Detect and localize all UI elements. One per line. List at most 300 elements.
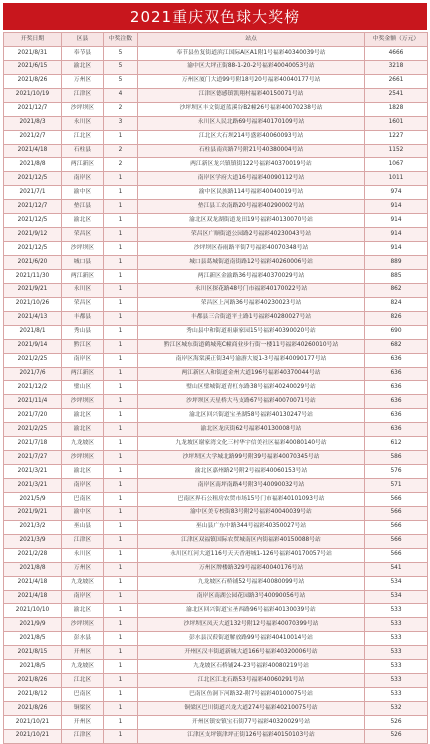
cell-site: 渝北区回兴街道宝圣西路96号福彩40130039号站 — [138, 604, 365, 618]
cell-amount: 914 — [365, 242, 428, 256]
cell-date: 2021/4/18 — [4, 590, 62, 604]
cell-amount: 636 — [365, 353, 428, 367]
cell-site: 渝中区民族路114号福彩40040019号站 — [138, 186, 365, 200]
cell-district: 两江新区 — [62, 367, 104, 381]
cell-site: 两江新区金渝路36号福彩40370029号站 — [138, 269, 365, 283]
cell-site: 渝北区龙庆街62号福彩40130008号站 — [138, 423, 365, 437]
cell-site: 开州区镇安镇宝石街77号福彩40320029号站 — [138, 715, 365, 729]
cell-winners: 1 — [104, 367, 138, 381]
cell-amount: 1601 — [365, 116, 428, 130]
cell-date: 2021/2/25 — [4, 423, 62, 437]
table-row — [4, 256, 428, 270]
table-row — [4, 548, 428, 562]
cell-winners: 1 — [104, 548, 138, 562]
cell-winners: 1 — [104, 492, 138, 506]
cell-amount: 636 — [365, 409, 428, 423]
table-row — [4, 297, 428, 311]
cell-district: 万州区 — [62, 562, 104, 576]
column-header-district: 区县 — [62, 33, 104, 47]
table-header — [4, 33, 428, 47]
cell-site: 永川区探花路48号门市福彩40170022号站 — [138, 283, 365, 297]
cell-date: 2021/10/21 — [4, 715, 62, 729]
table-row — [4, 144, 428, 158]
cell-amount: 1828 — [365, 102, 428, 116]
cell-site: 秀山县中和街道祖康家园15号福彩40390020号站 — [138, 325, 365, 339]
table-row — [4, 102, 428, 116]
cell-district: 永川区 — [62, 116, 104, 130]
cell-site: 丰都县三合街道平土路1号福彩40280027号站 — [138, 311, 365, 325]
cell-winners: 1 — [104, 506, 138, 520]
cell-amount: 636 — [365, 367, 428, 381]
column-header-site: 站点 — [138, 33, 365, 47]
cell-amount: 571 — [365, 479, 428, 493]
cell-winners: 1 — [104, 674, 138, 688]
cell-date: 2021/12/2 — [4, 381, 62, 395]
cell-date: 2021/2/28 — [4, 548, 62, 562]
cell-district: 江津区 — [62, 534, 104, 548]
cell-district: 秀山县 — [62, 325, 104, 339]
table-row — [4, 729, 428, 743]
cell-amount: 566 — [365, 492, 428, 506]
cell-winners: 1 — [104, 437, 138, 451]
cell-date: 2021/11/4 — [4, 395, 62, 409]
cell-date: 2021/2/25 — [4, 353, 62, 367]
table-body — [4, 46, 428, 743]
cell-date: 2021/8/8 — [4, 562, 62, 576]
cell-district: 石柱县 — [62, 144, 104, 158]
cell-date: 2021/8/26 — [4, 702, 62, 716]
cell-winners: 1 — [104, 283, 138, 297]
cell-site: 开州区汉丰街道新城大道166号福彩40320006号站 — [138, 646, 365, 660]
cell-site: 江津区支坪镇津坪正街126号福彩40150103号站 — [138, 729, 365, 743]
cell-date: 2021/9/12 — [4, 228, 62, 242]
cell-district: 南岸区 — [62, 172, 104, 186]
cell-site: 渝北区回兴街道宝圣湖58号福彩40130247号站 — [138, 409, 365, 423]
cell-site: 渝北区嘉州路2号附2号福彩40060153号站 — [138, 465, 365, 479]
cell-date: 2021/9/21 — [4, 283, 62, 297]
cell-date: 2021/12/5 — [4, 242, 62, 256]
cell-district: 江北区 — [62, 674, 104, 688]
cell-amount: 889 — [365, 256, 428, 270]
cell-site: 渝北区双龙湖街道龙田19号福彩40130070号站 — [138, 214, 365, 228]
cell-date: 2021/8/26 — [4, 674, 62, 688]
table-row — [4, 200, 428, 214]
cell-district: 南岸区 — [62, 353, 104, 367]
table-row — [4, 520, 428, 534]
cell-date: 2021/8/5 — [4, 660, 62, 674]
cell-date: 2021/10/19 — [4, 88, 62, 102]
cell-site: 彭水县汉葭街道解放路99号福彩40410014号站 — [138, 632, 365, 646]
cell-date: 2021/8/15 — [4, 646, 62, 660]
cell-district: 沙坪坝区 — [62, 618, 104, 632]
cell-date: 2021/9/14 — [4, 339, 62, 353]
cell-amount: 885 — [365, 269, 428, 283]
cell-date: 2021/11/30 — [4, 269, 62, 283]
table-row — [4, 242, 428, 256]
cell-amount: 4666 — [365, 46, 428, 60]
cell-site: 沙坪坝区凤天大道132号附12号福彩40070399号站 — [138, 618, 365, 632]
cell-site: 万州区牌楼路329号福彩40040176号站 — [138, 562, 365, 576]
cell-district: 永川区 — [62, 548, 104, 562]
cell-amount: 1067 — [365, 158, 428, 172]
cell-amount: 526 — [365, 715, 428, 729]
table-row — [4, 186, 428, 200]
cell-district: 九龙坡区 — [62, 437, 104, 451]
cell-site: 南岸区学府大道16号福彩40090112号站 — [138, 172, 365, 186]
table-row — [4, 660, 428, 674]
cell-district: 渝北区 — [62, 60, 104, 74]
cell-winners: 1 — [104, 130, 138, 144]
cell-site: 九龙坡区石桥铺24-23号福彩40080219号站 — [138, 660, 365, 674]
table-row — [4, 116, 428, 130]
cell-date: 2021/12/7 — [4, 102, 62, 116]
jackpot-table — [3, 32, 428, 744]
table-row — [4, 130, 428, 144]
cell-date: 2021/12/5 — [4, 214, 62, 228]
cell-district: 渝北区 — [62, 604, 104, 618]
cell-winners: 1 — [104, 311, 138, 325]
cell-site: 沙坪坝区天星桥大马支路67号福彩40070071号站 — [138, 395, 365, 409]
cell-amount: 533 — [365, 660, 428, 674]
table-row — [4, 339, 428, 353]
cell-date: 2021/10/21 — [4, 729, 62, 743]
cell-amount: 534 — [365, 576, 428, 590]
cell-amount: 541 — [365, 562, 428, 576]
cell-winners: 1 — [104, 200, 138, 214]
cell-district: 永川区 — [62, 283, 104, 297]
cell-amount: 636 — [365, 423, 428, 437]
cell-date: 2021/9/21 — [4, 506, 62, 520]
cell-site: 石柱县南宾路7号附21号40380004号站 — [138, 144, 365, 158]
table-row — [4, 506, 428, 520]
cell-district: 巫山县 — [62, 520, 104, 534]
cell-date: 2021/5/9 — [4, 492, 62, 506]
cell-amount: 586 — [365, 451, 428, 465]
column-header-amount: 中奖金额（万元） — [365, 33, 428, 47]
cell-winners: 1 — [104, 214, 138, 228]
cell-winners: 1 — [104, 339, 138, 353]
column-header-winners: 中奖注数 — [104, 33, 138, 47]
cell-date: 2021/7/27 — [4, 451, 62, 465]
cell-site: 南岸区南坪南路4号附3号40090032号站 — [138, 479, 365, 493]
cell-winners: 1 — [104, 534, 138, 548]
cell-site: 南岸区南湖公园花园路3号40090056号站 — [138, 590, 365, 604]
cell-site: 两江新区龙兴镇镇街122号福彩40370019号站 — [138, 158, 365, 172]
table-row — [4, 534, 428, 548]
cell-site: 巴南区界石公租房农贸市场15号门市福彩40101093号站 — [138, 492, 365, 506]
cell-amount: 533 — [365, 646, 428, 660]
cell-amount: 533 — [365, 674, 428, 688]
cell-winners: 2 — [104, 158, 138, 172]
table-row — [4, 409, 428, 423]
cell-amount: 636 — [365, 381, 428, 395]
cell-site: 荣昌区上河路36号福彩40230023号站 — [138, 297, 365, 311]
cell-winners: 1 — [104, 353, 138, 367]
table-row — [4, 395, 428, 409]
cell-winners: 4 — [104, 88, 138, 102]
cell-district: 铜梁区 — [62, 702, 104, 716]
cell-district: 江津区 — [62, 729, 104, 743]
cell-date: 2021/8/26 — [4, 74, 62, 88]
cell-winners: 1 — [104, 715, 138, 729]
cell-district: 两江新区 — [62, 158, 104, 172]
cell-date: 2021/8/1 — [4, 325, 62, 339]
cell-district: 九龙坡区 — [62, 576, 104, 590]
cell-date: 2021/4/13 — [4, 311, 62, 325]
cell-site: 黔江区城东街道鹤城苑C幢商业步行街一楼11号福彩40260010号站 — [138, 339, 365, 353]
cell-amount: 914 — [365, 200, 428, 214]
cell-date: 2021/12/5 — [4, 172, 62, 186]
cell-amount: 526 — [365, 729, 428, 743]
cell-winners: 1 — [104, 660, 138, 674]
table-row — [4, 172, 428, 186]
cell-amount: 532 — [365, 702, 428, 716]
cell-winners: 1 — [104, 242, 138, 256]
cell-amount: 974 — [365, 186, 428, 200]
cell-district: 九龙坡区 — [62, 660, 104, 674]
cell-amount: 826 — [365, 311, 428, 325]
cell-district: 渝北区 — [62, 409, 104, 423]
table-row — [4, 451, 428, 465]
cell-date: 2021/7/18 — [4, 437, 62, 451]
cell-date: 2021/10/10 — [4, 604, 62, 618]
cell-date: 2021/6/20 — [4, 256, 62, 270]
cell-date: 2021/4/18 — [4, 144, 62, 158]
table-row — [4, 74, 428, 88]
table-row — [4, 590, 428, 604]
cell-amount: 533 — [365, 632, 428, 646]
cell-date: 2021/8/3 — [4, 116, 62, 130]
cell-winners: 1 — [104, 702, 138, 716]
table-row — [4, 646, 428, 660]
cell-district: 奉节县 — [62, 46, 104, 60]
cell-winners: 1 — [104, 325, 138, 339]
cell-winners: 1 — [104, 688, 138, 702]
table-row — [4, 311, 428, 325]
cell-winners: 1 — [104, 590, 138, 604]
cell-winners: 1 — [104, 729, 138, 743]
cell-amount: 1011 — [365, 172, 428, 186]
table-row — [4, 381, 428, 395]
table-row — [4, 353, 428, 367]
cell-site: 沙坪坝区大学城北路99号附39号福彩40070345号站 — [138, 451, 365, 465]
cell-amount: 612 — [365, 437, 428, 451]
cell-winners: 1 — [104, 465, 138, 479]
cell-district: 开州区 — [62, 715, 104, 729]
cell-site: 巴南区鱼洞下河路32-附7号福彩40100075号站 — [138, 688, 365, 702]
cell-winners: 1 — [104, 618, 138, 632]
table-row — [4, 674, 428, 688]
cell-amount: 862 — [365, 283, 428, 297]
cell-amount: 566 — [365, 548, 428, 562]
table-row — [4, 465, 428, 479]
cell-date: 2021/8/5 — [4, 632, 62, 646]
cell-amount: 566 — [365, 506, 428, 520]
cell-winners: 1 — [104, 395, 138, 409]
cell-winners: 5 — [104, 46, 138, 60]
table-row — [4, 618, 428, 632]
table-header-row — [4, 33, 428, 47]
cell-site: 城口县葛城街道南街路12号福彩40260006号站 — [138, 256, 365, 270]
table-row — [4, 325, 428, 339]
cell-winners: 1 — [104, 562, 138, 576]
cell-district: 荣昌区 — [62, 297, 104, 311]
cell-date: 2021/8/31 — [4, 46, 62, 60]
cell-site: 江北区江北石路53号福彩40060291号站 — [138, 674, 365, 688]
cell-date: 2021/3/21 — [4, 479, 62, 493]
cell-date: 2021/3/21 — [4, 465, 62, 479]
cell-winners: 1 — [104, 520, 138, 534]
cell-amount: 914 — [365, 214, 428, 228]
cell-site: 永川区红河大道116号天天香港城1-126号福彩40170057号站 — [138, 548, 365, 562]
cell-district: 渝中区 — [62, 506, 104, 520]
cell-amount: 534 — [365, 590, 428, 604]
cell-site: 璧山区璧城街道青杠东路38号福彩40240029号站 — [138, 381, 365, 395]
table-row — [4, 228, 428, 242]
table-row — [4, 269, 428, 283]
cell-winners: 1 — [104, 604, 138, 618]
cell-district: 荣昌区 — [62, 228, 104, 242]
cell-site: 沙坪坝区丰文街道蓝溪谷B2幢26号福彩40070238号站 — [138, 102, 365, 116]
table-row — [4, 688, 428, 702]
cell-winners: 1 — [104, 269, 138, 283]
cell-district: 沙坪坝区 — [62, 451, 104, 465]
cell-winners: 1 — [104, 381, 138, 395]
cell-amount: 682 — [365, 339, 428, 353]
table-row — [4, 632, 428, 646]
cell-winners: 1 — [104, 646, 138, 660]
cell-district: 渝中区 — [62, 186, 104, 200]
cell-site: 奉节县鱼复街道滨江国际A区A1附1号福彩40340039号站 — [138, 46, 365, 60]
cell-district: 南岸区 — [62, 590, 104, 604]
cell-district: 垫江县 — [62, 200, 104, 214]
cell-site: 江北区大石坝214号盛彩40060093号站 — [138, 130, 365, 144]
cell-site: 垫江县工农南路20号福彩40290002号站 — [138, 200, 365, 214]
cell-site: 铜梁区巴川街道兴龙大道274号福彩40210075号站 — [138, 702, 365, 716]
cell-site: 渝中区美专校街83号附2号福彩40040039号站 — [138, 506, 365, 520]
table-row — [4, 158, 428, 172]
cell-site: 巫山县广东中路344号福彩40350027号站 — [138, 520, 365, 534]
cell-district: 黔江区 — [62, 339, 104, 353]
title-banner — [3, 3, 427, 30]
cell-site: 九龙坡区谢家湾文化三村华宇信美社区福彩40080140号站 — [138, 437, 365, 451]
cell-date: 2021/2/7 — [4, 130, 62, 144]
cell-amount: 824 — [365, 297, 428, 311]
table-row — [4, 576, 428, 590]
cell-date: 2021/3/9 — [4, 534, 62, 548]
cell-date: 2021/7/1 — [4, 186, 62, 200]
cell-district: 两江新区 — [62, 269, 104, 283]
cell-district: 江津区 — [62, 88, 104, 102]
table-row — [4, 437, 428, 451]
cell-winners: 1 — [104, 451, 138, 465]
cell-winners: 1 — [104, 172, 138, 186]
cell-amount: 1152 — [365, 144, 428, 158]
table-row — [4, 46, 428, 60]
cell-date: 2021/4/18 — [4, 576, 62, 590]
cell-date: 2021/9/9 — [4, 618, 62, 632]
page-title: 2021重庆双色球大奖榜 — [129, 8, 301, 26]
cell-site: 九龙坡区石桥铺52号福彩40080099号站 — [138, 576, 365, 590]
cell-amount: 533 — [365, 688, 428, 702]
cell-district: 渝北区 — [62, 423, 104, 437]
cell-district: 彭水县 — [62, 632, 104, 646]
cell-site: 渝中区大坪正街88-1-20-2号福彩40040053号站 — [138, 60, 365, 74]
cell-site: 江津区德感镇凯翔村福彩40150071号站 — [138, 88, 365, 102]
cell-site: 沙坪坝区春雨路平街7号福彩40070348号站 — [138, 242, 365, 256]
cell-date: 2021/6/15 — [4, 60, 62, 74]
cell-site: 南岸区海棠溪正街34号渝游大厦1-3号福彩40090177号站 — [138, 353, 365, 367]
table-row — [4, 88, 428, 102]
cell-site: 永川区人民北路69号福彩40170109号站 — [138, 116, 365, 130]
table-row — [4, 423, 428, 437]
cell-district: 南岸区 — [62, 479, 104, 493]
cell-amount: 690 — [365, 325, 428, 339]
table-row — [4, 479, 428, 493]
cell-amount: 914 — [365, 228, 428, 242]
cell-district: 沙坪坝区 — [62, 102, 104, 116]
cell-winners: 1 — [104, 479, 138, 493]
cell-date: 2021/8/8 — [4, 158, 62, 172]
cell-district: 渝北区 — [62, 465, 104, 479]
cell-amount: 2541 — [365, 88, 428, 102]
table-row — [4, 604, 428, 618]
cell-district: 万州区 — [62, 74, 104, 88]
cell-district: 渝北区 — [62, 214, 104, 228]
table-row — [4, 214, 428, 228]
cell-winners: 1 — [104, 576, 138, 590]
cell-district: 巴南区 — [62, 688, 104, 702]
cell-district: 开州区 — [62, 646, 104, 660]
cell-winners: 2 — [104, 144, 138, 158]
cell-district: 丰都县 — [62, 311, 104, 325]
table-row — [4, 702, 428, 716]
cell-amount: 2661 — [365, 74, 428, 88]
cell-site: 江津区双福镇国际农贸城南区内街福彩40150088号站 — [138, 534, 365, 548]
cell-date: 2021/12/7 — [4, 200, 62, 214]
cell-district: 巴南区 — [62, 492, 104, 506]
cell-amount: 3218 — [365, 60, 428, 74]
table-row — [4, 367, 428, 381]
cell-date: 2021/7/20 — [4, 409, 62, 423]
table-row — [4, 283, 428, 297]
cell-winners: 1 — [104, 297, 138, 311]
cell-date: 2021/8/12 — [4, 688, 62, 702]
cell-amount: 533 — [365, 618, 428, 632]
cell-amount: 1227 — [365, 130, 428, 144]
cell-winners: 5 — [104, 74, 138, 88]
cell-winners: 2 — [104, 102, 138, 116]
cell-district: 璧山区 — [62, 381, 104, 395]
cell-winners: 1 — [104, 423, 138, 437]
table-row — [4, 562, 428, 576]
cell-winners: 3 — [104, 116, 138, 130]
cell-district: 城口县 — [62, 256, 104, 270]
cell-site: 万州区厦门大道99号附18号20号福彩40040177号站 — [138, 74, 365, 88]
table-row — [4, 715, 428, 729]
table-row — [4, 492, 428, 506]
column-header-date: 开奖日期 — [4, 33, 62, 47]
cell-amount: 576 — [365, 465, 428, 479]
cell-winners: 1 — [104, 409, 138, 423]
cell-district: 江北区 — [62, 130, 104, 144]
cell-winners: 1 — [104, 256, 138, 270]
cell-amount: 566 — [365, 534, 428, 548]
cell-date: 2021/3/2 — [4, 520, 62, 534]
cell-district: 沙坪坝区 — [62, 242, 104, 256]
cell-winners: 1 — [104, 632, 138, 646]
cell-winners: 1 — [104, 228, 138, 242]
